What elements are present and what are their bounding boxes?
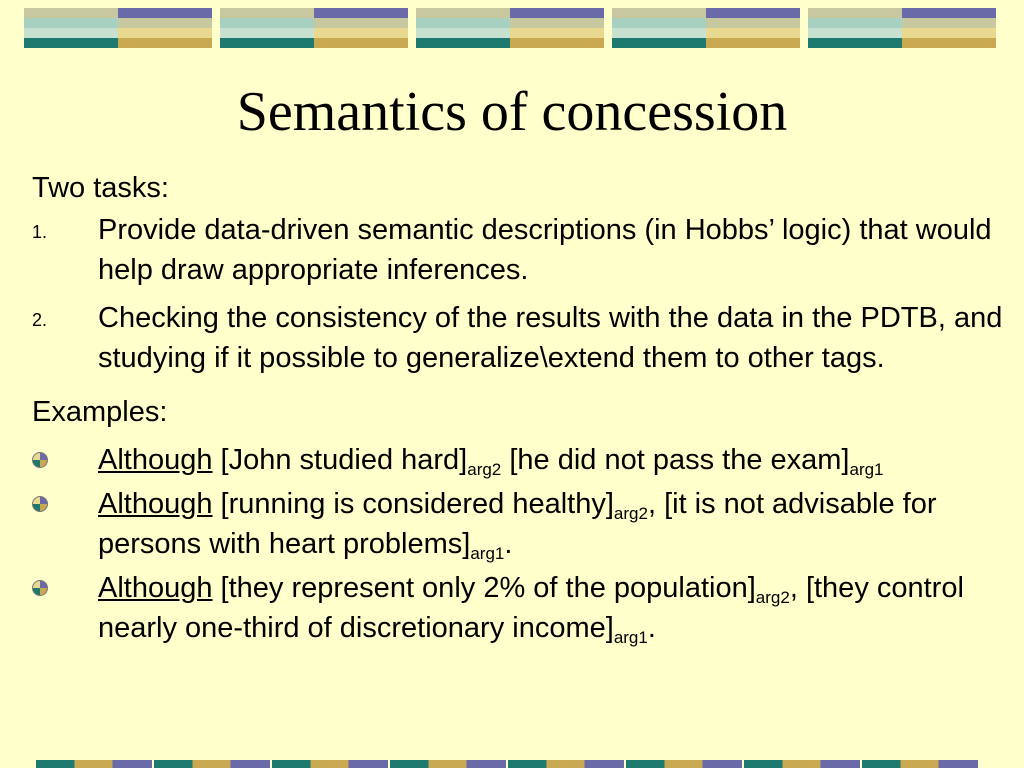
connective: Although <box>98 488 213 520</box>
slide-body <box>32 168 1007 652</box>
decor-block <box>626 760 742 768</box>
decor-block <box>36 760 152 768</box>
arg-text: [running is considered healthy] <box>212 488 614 520</box>
decor-block <box>154 760 270 768</box>
decor-block <box>272 760 388 768</box>
decor-block <box>508 760 624 768</box>
bullet-icon <box>32 580 48 596</box>
bullet-icon <box>32 496 48 512</box>
example-item <box>32 440 1007 480</box>
intro-text: Two tasks: <box>32 172 169 204</box>
examples-label: Examples: <box>32 396 168 428</box>
decor-block <box>612 8 800 48</box>
example-list <box>32 440 1007 648</box>
task-list <box>32 210 1007 378</box>
arg-subscript: arg1 <box>849 460 884 479</box>
arg-subscript: arg2 <box>467 460 502 479</box>
sentence-end: . <box>504 528 513 560</box>
decor-block <box>220 8 408 48</box>
sentence-end: . <box>647 612 656 644</box>
decor-block <box>862 760 978 768</box>
decor-block <box>744 760 860 768</box>
example-item <box>32 568 1007 648</box>
connective: Although <box>98 572 213 604</box>
connective: Although <box>98 444 213 476</box>
bullet-icon <box>32 452 48 468</box>
decor-block <box>24 8 212 48</box>
arg-subscript: arg2 <box>755 588 790 607</box>
decor-block <box>808 8 996 48</box>
arg-text: , [it is not advisable for persons with heart problems] <box>98 488 937 560</box>
task-item <box>32 298 1007 378</box>
arg-text: [John studied hard] <box>212 444 468 476</box>
task-text: Provide data-driven semantic descriptions (in Hobbs’ logic) that would help draw appropriate inferences. <box>98 214 992 286</box>
arg-subscript: arg2 <box>613 504 648 523</box>
example-item <box>32 484 1007 564</box>
bottom-decorative-band <box>0 760 1024 768</box>
arg-text: [they represent only 2% of the population] <box>212 572 756 604</box>
arg-text: , [they control nearly one-third of discretionary income] <box>98 572 964 644</box>
decor-block <box>416 8 604 48</box>
arg-text: [he did not pass the exam] <box>501 444 850 476</box>
top-decorative-band <box>0 8 1024 48</box>
arg-subscript: arg1 <box>470 544 505 563</box>
task-number: 1. <box>32 222 48 242</box>
decor-block <box>390 760 506 768</box>
task-text: Checking the consistency of the results with the data in the PDTB, and studying if it possible to generalize\extend them to other tags. <box>98 302 1003 374</box>
task-number: 2. <box>32 310 48 330</box>
task-item <box>32 210 1007 290</box>
arg-subscript: arg1 <box>613 628 648 647</box>
slide-title: Semantics of concession <box>236 81 788 143</box>
